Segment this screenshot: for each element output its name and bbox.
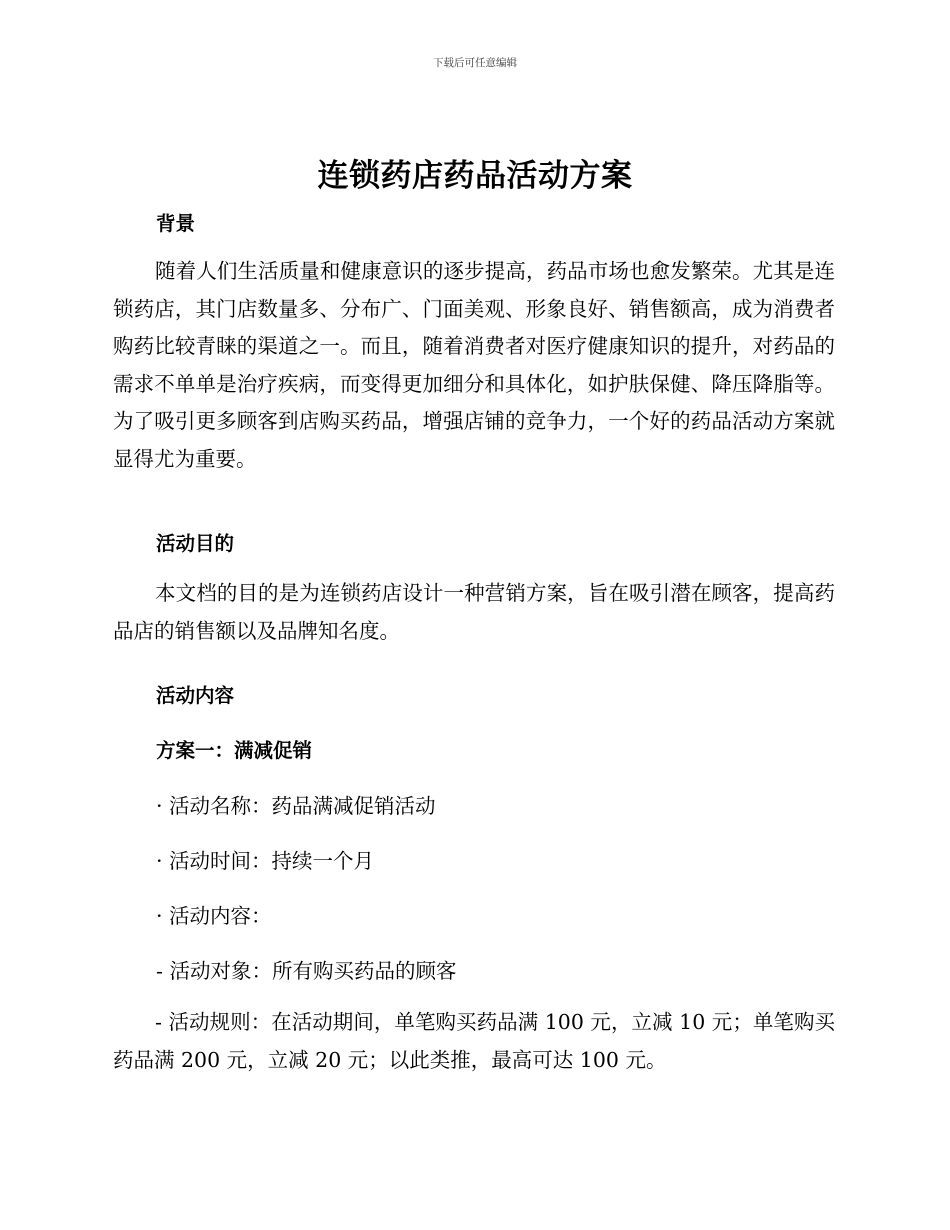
list-item: · 活动时间：持续一个月	[156, 849, 375, 873]
list-item: · 活动名称：药品满减促销活动	[156, 794, 436, 818]
paragraph-background: 随着人们生活质量和健康意识的逐步提高，药品市场也愈发繁荣。尤其是连锁药店，其门店数量多、分布广、门面美观、形象良好、销售额高，成为消费者购药比较青睐的渠道之一。而且，随着消费者对医疗健康知识的提升，对药品的需求不单单是治疗疾病，而变得更加细分和具体化，如护肤保健、降压降脂等。为了吸引更多顾客到店购买药品，增强店铺的竞争力，一个好的药品活动方案就显得尤为重要。	[113, 259, 835, 471]
paragraph-rule: - 活动规则：在活动期间，单笔购买药品满 100 元，立减 10 元；单笔购买药品满 200 元，立减 20 元；以此类推，最高可达 100 元。	[113, 1010, 835, 1072]
header-note: 下载后可任意编辑	[433, 57, 517, 69]
paragraph-purpose: 本文档的目的是为连锁药店设计一种营销方案，旨在吸引潜在顾客，提高药品店的销售额以及品牌知名度。	[113, 581, 835, 643]
heading-content: 活动内容	[156, 684, 235, 707]
heading-background: 背景	[156, 212, 196, 235]
list-item: · 活动内容：	[156, 904, 272, 928]
heading-purpose: 活动目的	[156, 532, 235, 555]
document-title: 连锁药店药品活动方案	[317, 158, 633, 194]
list-item: - 活动对象：所有购买药品的顾客	[156, 959, 457, 983]
heading-plan-1: 方案一：满减促销	[156, 739, 313, 762]
